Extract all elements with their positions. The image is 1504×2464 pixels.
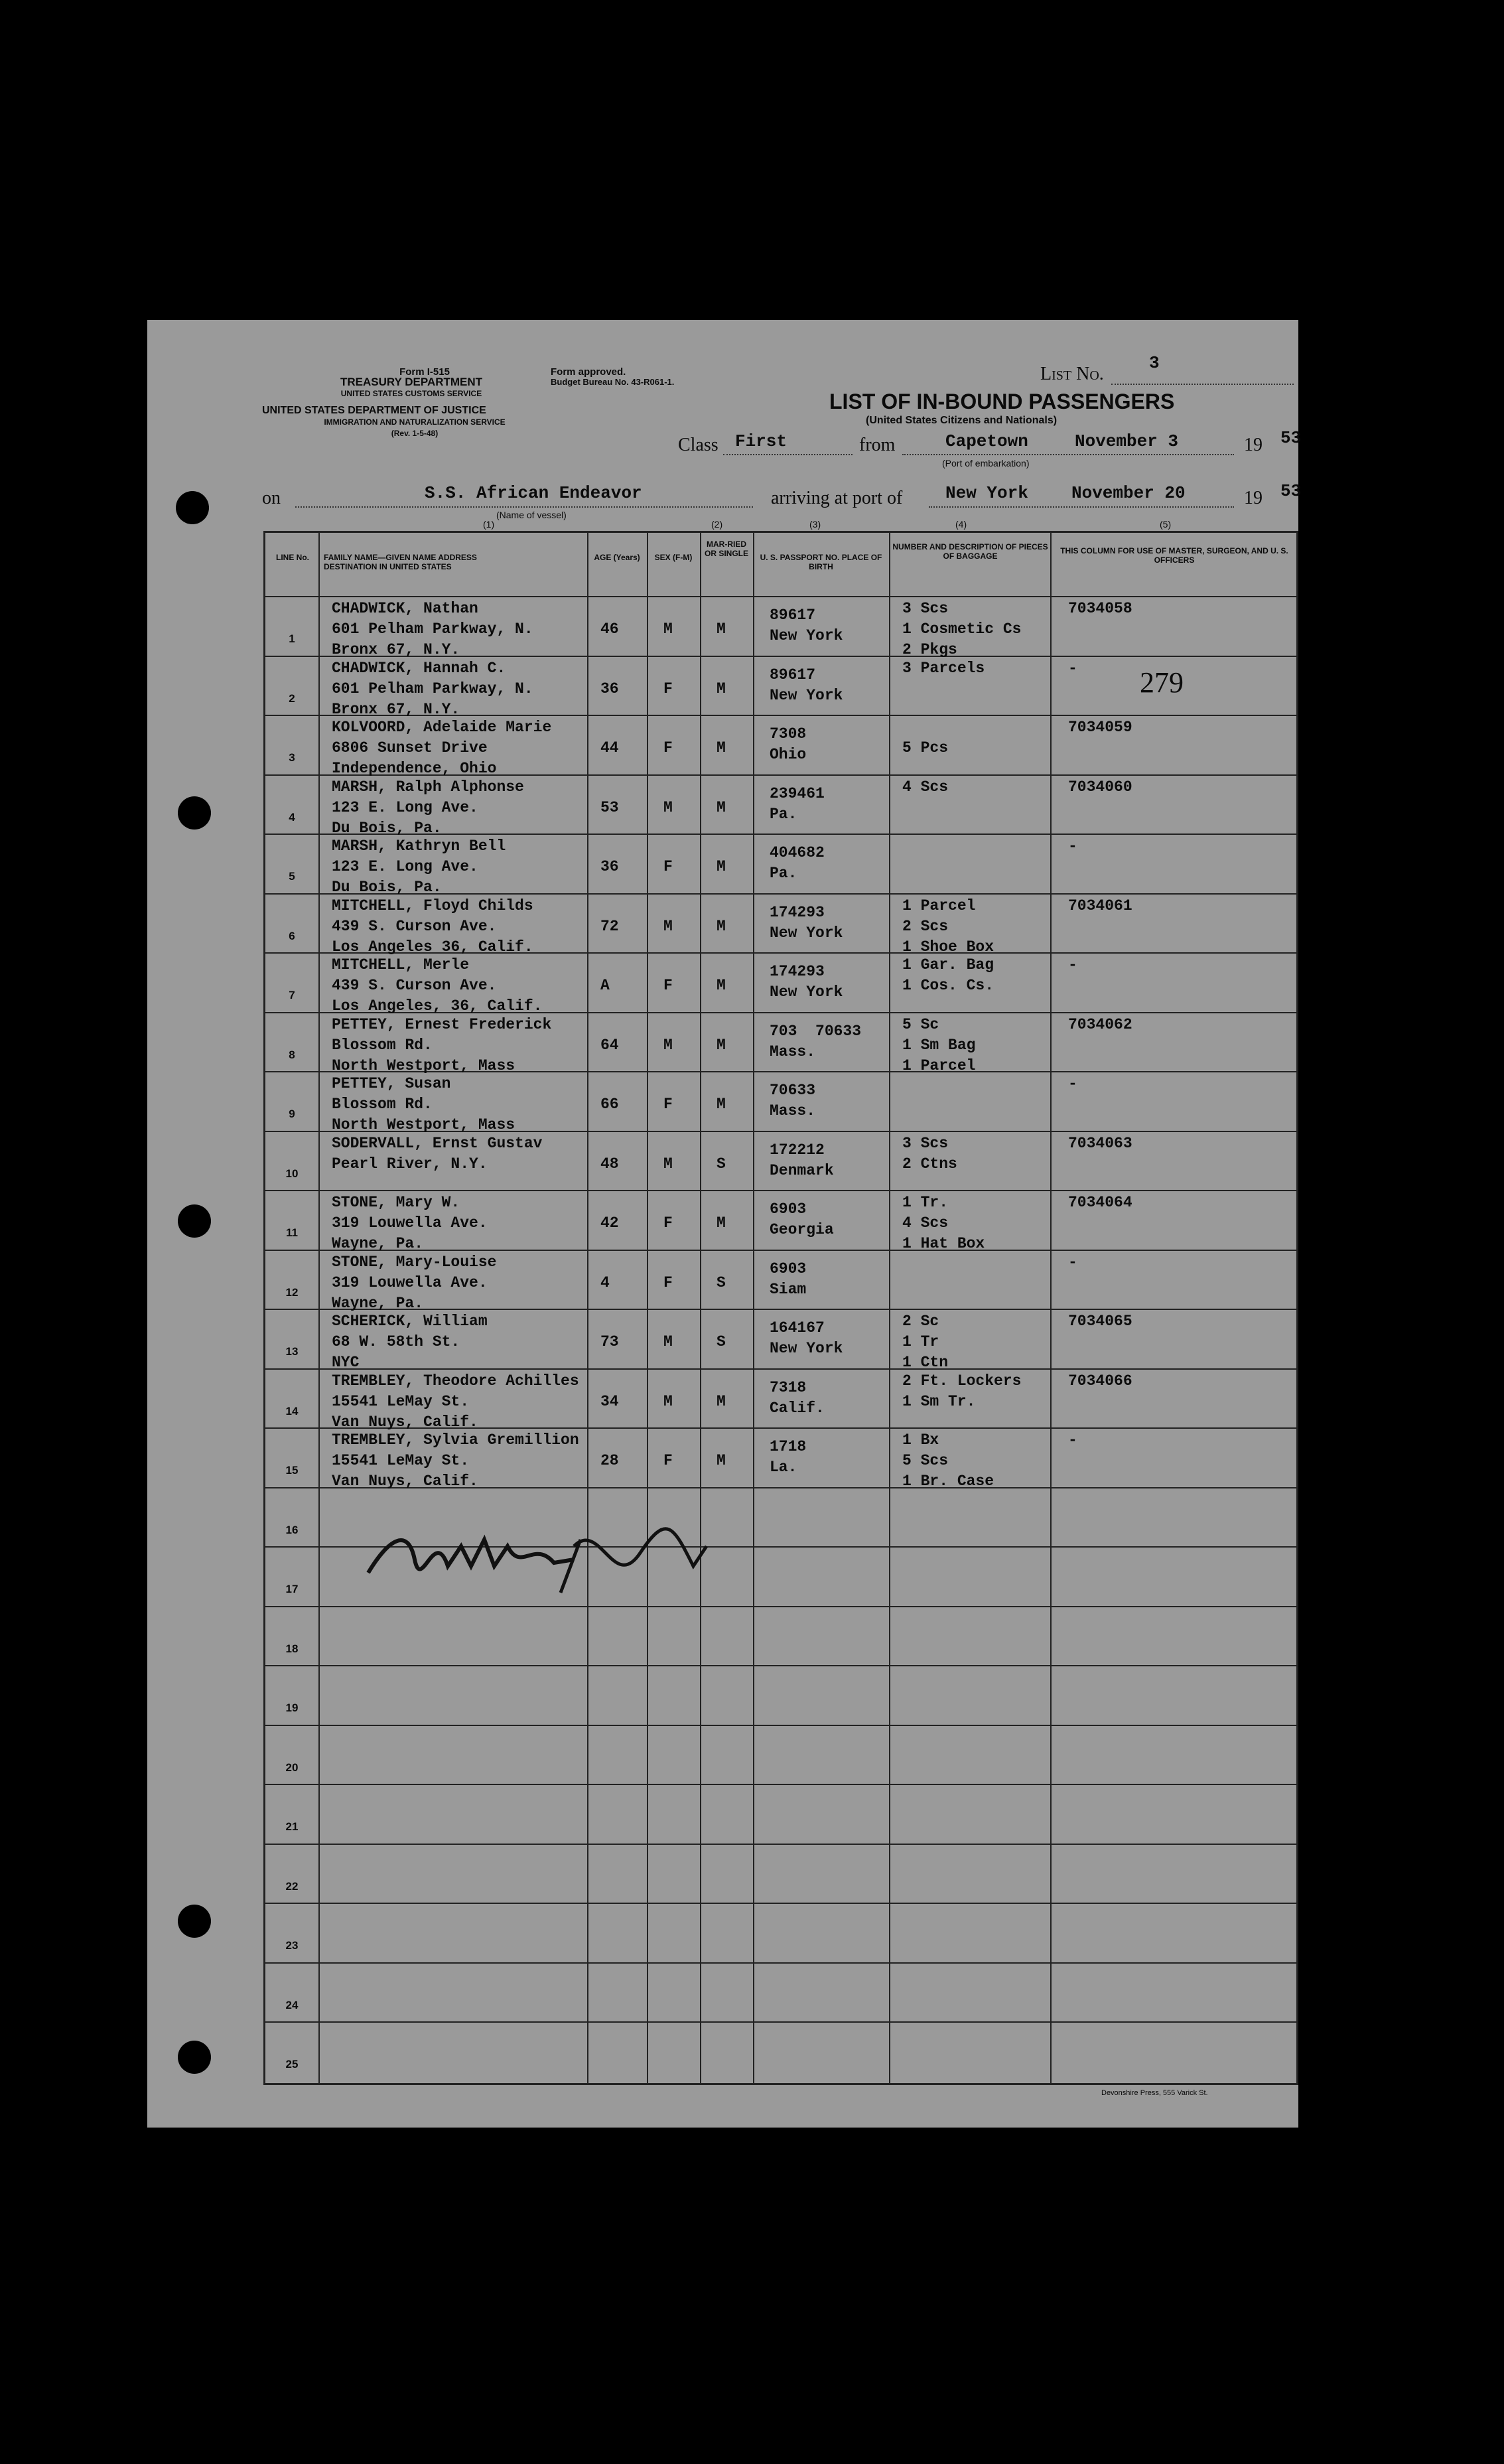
line-number: 8	[289, 1048, 295, 1061]
table-row	[265, 599, 1294, 658]
baggage-line: 1 Tr	[902, 1333, 939, 1350]
passenger-name: TREMBLEY, Theodore Achilles	[332, 1372, 579, 1390]
passenger-city: Van Nuys, Calif.	[332, 1473, 478, 1490]
punch-hole	[176, 491, 209, 524]
col-header-age: AGE (Years)	[594, 553, 640, 562]
passenger-age: 72	[600, 917, 619, 935]
col-header-passport: U. S. PASSPORT NO. PLACE OF BIRTH	[760, 553, 882, 571]
line-number: 18	[285, 1642, 299, 1655]
passenger-marital-status: S	[717, 1333, 726, 1350]
class-value: First	[735, 431, 787, 451]
page-subtitle: (United States Citizens and Nationals)	[866, 415, 1058, 426]
passenger-sex: F	[663, 1214, 673, 1232]
passenger-address: 68 W. 58th St.	[332, 1333, 460, 1350]
passenger-age: 42	[600, 1214, 619, 1232]
vessel-name: S.S. African Endeavor	[425, 483, 642, 503]
line-number: 12	[285, 1285, 299, 1299]
baggage-line: 1 Hat Box	[902, 1235, 985, 1252]
passenger-city: NYC	[332, 1354, 360, 1371]
passenger-sex: F	[663, 977, 673, 994]
departure-year-prefix: 19	[1244, 435, 1263, 455]
passenger-address: Pearl River, N.Y.	[332, 1155, 488, 1173]
passenger-marital-status: M	[717, 977, 726, 994]
passenger-address: 601 Pelham Parkway, N.	[332, 620, 533, 638]
passenger-age: 64	[600, 1036, 619, 1054]
passenger-age: 44	[600, 739, 619, 757]
departure-year: 53	[1280, 428, 1302, 448]
printer-imprint: Devonshire Press, 555 Varick St.	[1101, 2089, 1208, 2097]
passenger-address: 123 E. Long Ave.	[332, 858, 478, 875]
baggage-line: 2 Ft. Lockers	[902, 1372, 1022, 1390]
baggage-line: 1 Shoe Box	[902, 938, 994, 956]
form-number: Form I-515	[399, 366, 450, 378]
line-number: 14	[285, 1404, 299, 1417]
line-number: 25	[285, 2058, 299, 2070]
passenger-name: PETTEY, Susan	[332, 1075, 451, 1092]
col-header-sex: SEX (F-M)	[654, 553, 693, 562]
baggage-line: 1 Gar. Bag	[902, 956, 994, 974]
officer-number: 7034058	[1068, 600, 1132, 617]
budget-bureau: Budget Bureau No. 43-R061-1.	[551, 377, 675, 387]
punch-hole	[178, 796, 211, 830]
passport-number: 239461	[770, 784, 825, 802]
baggage-line: 1 Bx	[902, 1431, 939, 1449]
officer-number: 7034060	[1068, 778, 1132, 796]
table-row	[265, 777, 1294, 837]
passenger-name: CHADWICK, Nathan	[332, 600, 478, 617]
passenger-sex: M	[663, 1392, 673, 1410]
row-rule	[265, 1844, 1296, 1845]
passport-number: 6903	[770, 1200, 807, 1218]
page-title: LIST OF IN-BOUND PASSENGERS	[829, 390, 1175, 413]
passenger-table	[263, 531, 1298, 2085]
passenger-age: 48	[600, 1155, 619, 1173]
passport-number: 703 70633	[770, 1022, 862, 1040]
punch-hole	[178, 1204, 211, 1238]
class-label: Class	[678, 435, 718, 455]
passport-number: 70633	[770, 1082, 816, 1099]
passenger-sex: F	[663, 680, 673, 697]
passenger-name: MITCHELL, Merle	[332, 956, 470, 974]
col-header-name: FAMILY NAME—GIVEN NAME ADDRESS DESTINATION IN UNITED STATES	[324, 553, 477, 571]
passenger-city: Wayne, Pa.	[332, 1235, 424, 1252]
signature	[362, 1500, 773, 1606]
passenger-sex: M	[663, 620, 673, 638]
passenger-address: 123 E. Long Ave.	[332, 798, 478, 816]
baggage-line: 5 Sc	[902, 1015, 939, 1033]
table-row	[265, 1311, 1294, 1371]
passport-number: 6903	[770, 1260, 807, 1277]
stamp-number: 279	[1140, 666, 1184, 699]
baggage-line: 2 Sc	[902, 1313, 939, 1330]
list-no-line	[1111, 384, 1294, 385]
baggage-line: 1 Cosmetic Cs	[902, 620, 1022, 638]
passport-number: 7318	[770, 1378, 807, 1396]
list-no-label: List No.	[1040, 364, 1104, 384]
passenger-sex: M	[663, 1155, 673, 1173]
customs-service: UNITED STATES CUSTOMS SERVICE	[340, 389, 482, 398]
port-embarkation: Capetown	[945, 431, 1028, 451]
passenger-address: 439 S. Curson Ave.	[332, 917, 497, 935]
arrival-year-prefix: 19	[1244, 488, 1263, 508]
place-of-birth: Pa.	[770, 865, 797, 882]
table-row	[265, 1074, 1294, 1133]
passenger-age: 34	[600, 1392, 619, 1410]
passenger-city: Independence, Ohio	[332, 760, 497, 777]
passenger-sex: M	[663, 798, 673, 816]
passenger-city: Bronx 67, N.Y.	[332, 700, 460, 718]
place-of-birth: New York	[770, 1340, 843, 1357]
passenger-sex: F	[663, 1096, 673, 1113]
officer-number: -	[1068, 1075, 1077, 1092]
passenger-marital-status: M	[717, 917, 726, 935]
officer-number: 7034065	[1068, 1313, 1132, 1330]
passenger-address: 6806 Sunset Drive	[332, 739, 488, 757]
baggage-line: 1 Parcel	[902, 1056, 976, 1074]
place-of-birth: Calif.	[770, 1399, 825, 1417]
passport-number: 164167	[770, 1319, 825, 1337]
passenger-marital-status: M	[717, 620, 726, 638]
passenger-age: 36	[600, 858, 619, 875]
passenger-name: MITCHELL, Floyd Childs	[332, 897, 533, 914]
place-of-birth: Mass.	[770, 1043, 816, 1060]
place-of-birth: Mass.	[770, 1102, 816, 1120]
line-number: 16	[285, 1523, 299, 1536]
place-of-birth: Siam	[770, 1280, 807, 1298]
departure-date: November 3	[1075, 431, 1179, 451]
place-of-birth: Georgia	[770, 1221, 834, 1238]
col-num-5: (5)	[1160, 519, 1172, 530]
passenger-marital-status: M	[717, 1096, 726, 1113]
vessel-line	[295, 506, 753, 508]
line-number: 19	[285, 1702, 299, 1714]
header-rule	[265, 596, 1296, 597]
passenger-name: SCHERICK, William	[332, 1313, 488, 1330]
passenger-address: Blossom Rd.	[332, 1036, 433, 1054]
col-header-baggage: NUMBER AND DESCRIPTION OF PIECES OF BAGGAGE	[892, 542, 1048, 561]
line-number: 24	[285, 1998, 299, 2011]
passenger-marital-status: M	[717, 1036, 726, 1054]
col-num-3: (3)	[809, 519, 821, 530]
row-rule	[265, 1665, 1296, 1666]
class-line	[723, 454, 853, 455]
passenger-city: Du Bois, Pa.	[332, 819, 442, 837]
table-row	[265, 1133, 1294, 1193]
baggage-line: 1 Parcel	[902, 897, 976, 914]
passenger-name: PETTEY, Ernest Frederick	[332, 1015, 552, 1033]
passenger-marital-status: M	[717, 739, 726, 757]
place-of-birth: New York	[770, 686, 843, 704]
passport-number: 404682	[770, 844, 825, 861]
passenger-marital-status: S	[717, 1273, 726, 1291]
place-of-birth: New York	[770, 627, 843, 644]
passenger-sex: F	[663, 739, 673, 757]
row-rule	[265, 2021, 1296, 2023]
line-number: 9	[289, 1108, 295, 1120]
passenger-city: Bronx 67, N.Y.	[332, 641, 460, 658]
line-number: 11	[286, 1226, 298, 1239]
passenger-name: STONE, Mary-Louise	[332, 1253, 497, 1271]
passport-number: 174293	[770, 963, 825, 980]
passenger-marital-status: M	[717, 680, 726, 697]
punch-hole	[178, 2041, 211, 2074]
table-row	[265, 1430, 1294, 1490]
arrival-date: November 20	[1071, 483, 1186, 503]
officer-number: -	[1068, 1431, 1077, 1449]
from-label: from	[859, 435, 896, 455]
passenger-sex: M	[663, 917, 673, 935]
officer-number: -	[1068, 956, 1077, 974]
officer-number: 7034063	[1068, 1134, 1132, 1152]
officer-number: 7034066	[1068, 1372, 1132, 1390]
officer-number: 7034061	[1068, 897, 1132, 914]
passport-number: 174293	[770, 903, 825, 921]
line-number: 7	[289, 989, 295, 1001]
baggage-line: 5 Pcs	[902, 739, 949, 757]
line-number: 13	[285, 1345, 299, 1358]
col-header-line: LINE No.	[276, 553, 309, 562]
from-line	[902, 454, 1234, 455]
passenger-marital-status: M	[717, 858, 726, 875]
passenger-age: 73	[600, 1333, 619, 1350]
place-of-birth: New York	[770, 924, 843, 942]
baggage-line: 5 Scs	[902, 1452, 949, 1469]
baggage-line: 3 Scs	[902, 600, 949, 617]
passenger-address: 15541 LeMay St.	[332, 1392, 470, 1410]
col-header-married: MAR-RIED OR SINGLE	[704, 540, 748, 558]
officer-number: -	[1068, 1253, 1077, 1271]
line-number: 3	[289, 751, 295, 764]
on-label: on	[262, 488, 281, 508]
table-row	[265, 1371, 1294, 1431]
passenger-city: Du Bois, Pa.	[332, 879, 442, 896]
line-number: 5	[289, 870, 295, 883]
col-num-1: (1)	[483, 519, 495, 530]
place-of-birth: Denmark	[770, 1161, 834, 1179]
table-row	[265, 836, 1294, 896]
officer-number: 7034062	[1068, 1015, 1132, 1033]
line-number: 17	[285, 1583, 299, 1595]
baggage-line: 3 Scs	[902, 1134, 949, 1152]
officer-number: 7034064	[1068, 1194, 1132, 1211]
table-row	[265, 955, 1294, 1015]
passenger-age: 46	[600, 620, 619, 638]
dept-justice: UNITED STATES DEPARTMENT OF JUSTICE	[262, 405, 486, 416]
baggage-line: 4 Scs	[902, 778, 949, 796]
passenger-age: 36	[600, 680, 619, 697]
port-embarkation-caption: (Port of embarkation)	[942, 458, 1030, 469]
line-number: 23	[285, 1939, 299, 1952]
passenger-address: 319 Louwella Ave.	[332, 1214, 488, 1232]
place-of-birth: New York	[770, 983, 843, 1001]
arrival-line	[929, 506, 1234, 508]
table-row	[265, 717, 1294, 777]
baggage-line: 1 Sm Tr.	[902, 1392, 976, 1410]
passenger-city: Van Nuys, Calif.	[332, 1413, 478, 1431]
passenger-marital-status: M	[717, 1452, 726, 1469]
treasury-dept: TREASURY DEPARTMENT	[340, 376, 483, 388]
passenger-city: Wayne, Pa.	[332, 1294, 424, 1312]
line-number: 4	[289, 810, 295, 824]
passport-number: 172212	[770, 1141, 825, 1159]
passenger-age: 28	[600, 1452, 619, 1469]
passenger-age: 53	[600, 798, 619, 816]
punch-hole	[178, 1905, 211, 1938]
ins-service: IMMIGRATION AND NATURALIZATION SERVICE	[324, 417, 506, 427]
passport-number: 89617	[770, 607, 816, 624]
passenger-sex: F	[663, 1452, 673, 1469]
passport-number: 1718	[770, 1438, 807, 1455]
vessel-caption: (Name of vessel)	[496, 510, 567, 520]
form-approved: Form approved.	[551, 366, 626, 378]
row-rule	[265, 1784, 1296, 1785]
passenger-age: 4	[600, 1273, 610, 1291]
passenger-sex: F	[663, 1273, 673, 1291]
line-number: 1	[289, 632, 295, 645]
table-row	[265, 1252, 1294, 1312]
passenger-age: A	[600, 977, 610, 994]
place-of-birth: Pa.	[770, 805, 797, 823]
line-number: 6	[289, 929, 295, 942]
passenger-name: MARSH, Kathryn Bell	[332, 837, 506, 855]
row-rule	[265, 1725, 1296, 1726]
passenger-sex: F	[663, 858, 673, 875]
officer-number: 7034059	[1068, 719, 1132, 736]
row-rule	[265, 1962, 1296, 1964]
passenger-address: 601 Pelham Parkway, N.	[332, 680, 533, 697]
baggage-line: 1 Tr.	[902, 1194, 949, 1211]
passenger-marital-status: M	[717, 1214, 726, 1232]
passenger-city: Los Angeles, 36, Calif.	[332, 997, 543, 1015]
arriving-label: arriving at port of	[771, 488, 903, 508]
form-revision: (Rev. 1-5-48)	[391, 429, 439, 438]
line-number: 21	[285, 1820, 299, 1833]
passenger-sex: M	[663, 1333, 673, 1350]
col-header-officers: THIS COLUMN FOR USE OF MASTER, SURGEON, AND U. S. OFFICERS	[1060, 546, 1288, 565]
line-number: 22	[285, 1879, 299, 1893]
baggage-line: 2 Pkgs	[902, 641, 957, 658]
baggage-line: 3 Parcels	[902, 659, 985, 677]
passenger-marital-status: S	[717, 1155, 726, 1173]
line-number: 15	[285, 1464, 299, 1477]
officer-number: -	[1068, 837, 1077, 855]
passport-number: 7308	[770, 725, 807, 743]
place-of-birth: La.	[770, 1459, 797, 1476]
col-num-4: (4)	[955, 519, 967, 530]
passenger-name: SODERVALL, Ernst Gustav	[332, 1134, 543, 1152]
passenger-name: MARSH, Ralph Alphonse	[332, 778, 524, 796]
passenger-marital-status: M	[717, 1392, 726, 1410]
officer-number: -	[1068, 659, 1077, 677]
passenger-address: 439 S. Curson Ave.	[332, 977, 497, 994]
passenger-address: 319 Louwella Ave.	[332, 1273, 488, 1291]
table-row	[265, 1193, 1294, 1252]
passenger-name: TREMBLEY, Sylvia Gremillion	[332, 1431, 579, 1449]
baggage-line: 1 Cos. Cs.	[902, 977, 994, 994]
baggage-line: 1 Br. Case	[902, 1473, 994, 1490]
arrival-year: 53	[1280, 481, 1302, 501]
line-number: 20	[285, 1761, 299, 1774]
passenger-address: Blossom Rd.	[332, 1096, 433, 1113]
baggage-line: 2 Scs	[902, 917, 949, 935]
passenger-name: STONE, Mary W.	[332, 1194, 460, 1211]
passenger-city: North Westport, Mass	[332, 1056, 515, 1074]
baggage-line: 4 Scs	[902, 1214, 949, 1232]
place-of-birth: Ohio	[770, 746, 807, 763]
passenger-city: North Westport, Mass	[332, 1116, 515, 1133]
list-no: 3	[1149, 353, 1160, 373]
passenger-address: 15541 LeMay St.	[332, 1452, 470, 1469]
passenger-marital-status: M	[717, 798, 726, 816]
passenger-sex: M	[663, 1036, 673, 1054]
passenger-name: CHADWICK, Hannah C.	[332, 659, 506, 677]
baggage-line: 1 Sm Bag	[902, 1036, 976, 1054]
arrival-port: New York	[945, 483, 1028, 503]
line-number: 2	[289, 691, 295, 705]
baggage-line: 2 Ctns	[902, 1155, 957, 1173]
table-row	[265, 1015, 1294, 1074]
passport-number: 89617	[770, 666, 816, 684]
passenger-age: 66	[600, 1096, 619, 1113]
row-rule	[265, 1903, 1296, 1904]
col-num-2: (2)	[711, 519, 723, 530]
baggage-line: 1 Ctn	[902, 1354, 949, 1371]
table-row	[265, 896, 1294, 956]
line-number: 10	[285, 1167, 299, 1180]
passenger-name: KOLVOORD, Adelaide Marie	[332, 719, 552, 736]
passenger-city: Los Angeles 36, Calif.	[332, 938, 533, 956]
